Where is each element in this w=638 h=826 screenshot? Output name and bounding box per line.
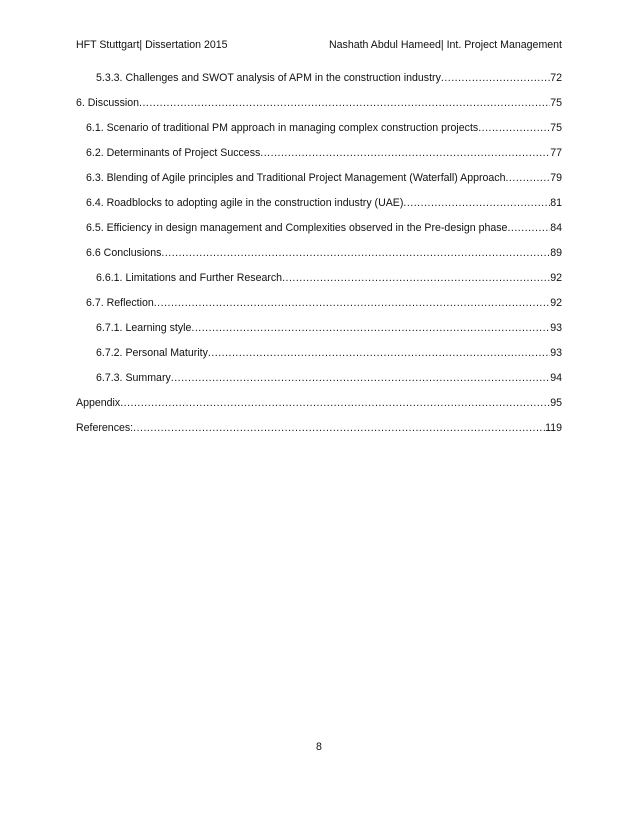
- toc-entry-page: 93: [550, 322, 562, 334]
- toc-entry-6-1[interactable]: [76, 122, 562, 136]
- toc-entry-page: 92: [550, 297, 562, 309]
- toc-leader-dots: [161, 247, 550, 259]
- toc-leader-dots: [478, 122, 550, 134]
- toc-entry-6-7-3[interactable]: [76, 372, 562, 386]
- toc-entry-6-7-2[interactable]: [76, 347, 562, 361]
- toc-entry-6-6-1[interactable]: [76, 272, 562, 286]
- toc-entry-page: 93: [550, 347, 562, 359]
- toc-entry-6-6[interactable]: [76, 247, 562, 261]
- toc-entry-label: 6.7.1. Learning style: [96, 322, 192, 334]
- toc-entry-page: 75: [550, 97, 562, 109]
- toc-entry-label: 6.7.3. Summary: [96, 372, 171, 384]
- toc-leader-dots: [507, 222, 550, 234]
- toc-entry-6-2[interactable]: [76, 147, 562, 161]
- toc-leader-dots: [403, 197, 550, 209]
- toc-entry-label: Appendix: [76, 397, 121, 409]
- toc-leader-dots: [505, 172, 550, 184]
- page-header: [76, 39, 562, 55]
- toc-leader-dots: [208, 347, 550, 359]
- toc-entry-label: 6.2. Determinants of Project Success: [86, 147, 261, 159]
- toc-leader-dots: [282, 272, 550, 284]
- toc-entry-label: 6.6.1. Limitations and Further Research: [96, 272, 283, 284]
- toc-entry-page: 72: [550, 72, 562, 84]
- toc-entry-label: 6.5. Efficiency in design management and Complexities observed in the Pre-design phase: [86, 222, 508, 234]
- toc-leader-dots: [171, 372, 550, 384]
- toc-leader-dots: [191, 322, 550, 334]
- toc-entry-label: 6.7. Reflection: [86, 297, 154, 309]
- toc-entry-6-7[interactable]: [76, 297, 562, 311]
- toc-leader-dots: [133, 422, 545, 434]
- toc-entry-page: 79: [550, 172, 562, 184]
- toc-entry-page: 77: [550, 147, 562, 159]
- toc-entry-references[interactable]: [76, 422, 562, 436]
- toc-entry-appendix[interactable]: [76, 397, 562, 411]
- toc-entry-page: 75: [550, 122, 562, 134]
- header-left-text: HFT Stuttgart| Dissertation 2015: [76, 39, 228, 51]
- toc-entry-page: 81: [550, 197, 562, 209]
- toc-entry-6-5[interactable]: [76, 222, 562, 236]
- toc-entry-label: References:: [76, 422, 134, 434]
- toc-leader-dots: [139, 97, 550, 109]
- toc-leader-dots: [154, 297, 550, 309]
- toc-entry-label: 6.7.2. Personal Maturity: [96, 347, 208, 359]
- toc-entry-label: 6.3. Blending of Agile principles and Traditional Project Management (Waterfall) Approach: [86, 172, 506, 184]
- toc-entry-6[interactable]: [76, 97, 562, 111]
- toc-entry-6-4[interactable]: [76, 197, 562, 211]
- toc-leader-dots: [441, 72, 550, 84]
- toc-entry-label: 6.6 Conclusions: [86, 247, 162, 259]
- toc-entry-label: 6.4. Roadblocks to adopting agile in the construction industry (UAE): [86, 197, 404, 209]
- toc-entry-label: 6.1. Scenario of traditional PM approach in managing complex construction projects: [86, 122, 479, 134]
- toc-entry-page: 94: [550, 372, 562, 384]
- toc-entry-5-3-3[interactable]: [76, 72, 562, 86]
- toc-entry-6-7-1[interactable]: [76, 322, 562, 336]
- toc-entry-page: 119: [545, 422, 562, 434]
- toc-leader-dots: [260, 147, 550, 159]
- toc-leader-dots: [120, 397, 550, 409]
- header-right-text: Nashath Abdul Hameed| Int. Project Management: [328, 39, 562, 51]
- toc-entry-page: 84: [550, 222, 562, 234]
- page-footer: [0, 741, 638, 753]
- toc-entry-page: 95: [550, 397, 562, 409]
- page-number: 8: [316, 741, 322, 753]
- toc-entry-label: 6. Discussion: [76, 97, 139, 109]
- toc-entry-page: 89: [550, 247, 562, 259]
- toc-entry-6-3[interactable]: [76, 172, 562, 186]
- toc-entry-label: 5.3.3. Challenges and SWOT analysis of APM in the construction industry: [96, 72, 441, 84]
- toc-entry-page: 92: [550, 272, 562, 284]
